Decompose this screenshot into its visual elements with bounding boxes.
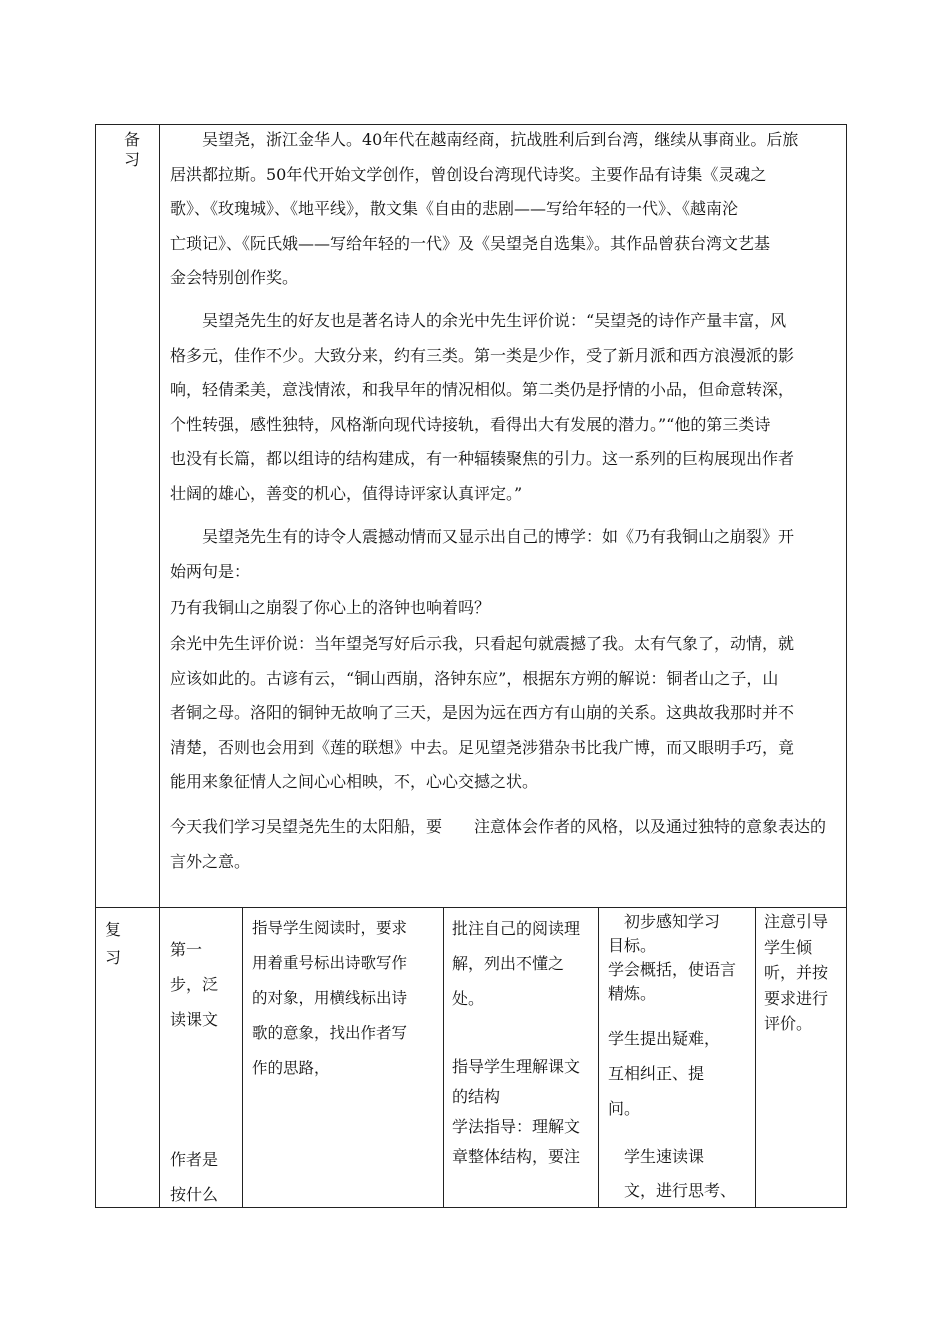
poem-intro-line: 始两句是： [170,561,251,581]
section-label-prep: 备习 [124,130,141,169]
student-line: 精炼。 [608,984,657,1003]
step-line: 第一 [170,940,203,959]
annotation-column-bottom [452,1052,580,1172]
teacher-line: 的对象，用横线标出诗 [252,989,408,1007]
intro-line: 歌》、《玫瑰城》、《地平线》，散文集《自由的悲剧——写给年轻的一代》、《越南沦 [170,199,739,218]
step-line: 读课文 [170,1010,219,1029]
comment-line: 能用来象征情人之间心心相映，不，心心交撼之状。 [170,772,539,791]
annotation-line: 学法指导：理解文 [452,1117,581,1136]
note-line: 学生倾 [764,937,813,957]
today-line: 言外之意。 [170,851,251,871]
table-border-right [846,124,847,1208]
student-line: 学生提出疑难， [608,1029,721,1048]
review-line: 格多元，佳作不少。大致分来，约有三类。第一类是少作，受了新月派和西方浪漫派的影 [170,345,795,365]
student-line: 互相纠正、提 [608,1064,705,1083]
comment-line: 余光中先生评价说：当年望尧写好后示我，只看起句就震撼了我。太有气象了，动情，就 [170,634,795,653]
student-activity-middle [608,1021,720,1126]
intro-line: 亡琐记》、《阮氏娥——写给年轻的一代》及《吴望尧自选集》。其作品曾获台湾文艺基 [170,233,771,253]
review-line: 也没有长篇，都以组诗的结构建成，有一种辐辏聚焦的引力。这一系列的巨构展现出作者 [170,449,795,468]
intro-line: 金会特别创作奖。 [170,268,299,287]
intro-line: 居洪都拉斯。50年代开始文学创作，曾创设台湾现代诗奖。主要作品有诗集《灵魂之 [170,164,767,184]
comment-line: 清楚，否则也会用到《莲的联想》中去。足见望尧涉猎杂书比我广博，而又眼明手巧，竟 [170,737,795,757]
student-line: 学会概括，使语言 [608,960,737,979]
student-activity-bottom [608,1140,736,1208]
step-line [170,1072,218,1107]
annotation-line: 解，列出不懂之 [452,954,565,973]
review-line: 壮阔的雄心，善变的机心，值得诗评家认真评定。” [170,483,523,503]
step-line: 作者是 [170,1150,219,1169]
review-paragraph [170,304,830,511]
student-line: 文，进行思考、 [608,1181,737,1200]
teacher-line: 作的思路， [252,1059,330,1077]
student-line: 初步感知学习 [608,912,721,931]
teacher-guidance-column [252,911,407,1086]
intro-line: 吴望尧，浙江金华人。40年代在越南经商，抗战胜利后到台湾，继续从事商业。后旅 [202,130,799,149]
annotation-line: 处。 [452,989,485,1008]
note-column [764,909,828,1037]
teacher-line: 歌的意象，找出作者写 [252,1024,408,1042]
note-line: 听，并按 [764,963,829,982]
review-line: 吴望尧先生的好友也是著名诗人的余光中先生评价说：“吴望尧的诗作产量丰富，风 [202,311,787,330]
today-paragraph [170,810,830,879]
annotation-line: 指导学生理解课文 [452,1057,581,1076]
teacher-line: 指导学生阅读时，要求 [252,919,408,937]
comment-line: 应该如此的。古谚有云，“铜山西崩，洛钟东应”，根据东方朔的解说：铜者山之子，山 [170,668,779,688]
poem-intro-paragraph [170,520,830,589]
column-divider-3 [443,907,444,1208]
review-line: 响，轻倩柔美，意浅情浓，和我早年的情况相似。第二类仍是抒情的小品，但命意转深， [170,380,795,399]
column-divider-2 [242,907,243,1208]
step-line [170,1037,218,1072]
step-line [170,1107,218,1142]
step-line: 步，泛 [170,975,219,994]
table-border-left [95,124,96,1208]
annotation-column-top [452,911,580,1016]
student-activity-top [608,910,736,1006]
today-line: 今天我们学习吴望尧先生的太阳船，要 注意体会作者的风格，以及通过独特的意象表达的 [170,817,827,836]
student-line: 目标。 [608,936,657,955]
note-line: 注意引导 [764,912,829,931]
teacher-line: 用着重号标出诗歌写作 [252,954,408,972]
comment-paragraph [170,627,830,800]
annotation-line: 章整体结构，要注 [452,1147,581,1166]
student-line: 问。 [608,1099,641,1118]
poem-line: 乃有我铜山之崩裂了你心上的洛钟也响着吗？ [170,598,491,617]
column-divider-1 [159,124,160,1208]
column-divider-4 [598,907,599,1208]
intro-paragraph [170,123,830,296]
comment-line: 者铜之母。洛阳的铜钟无故响了三天，是因为远在西方有山崩的关系。这典故我那时并不 [170,703,795,722]
note-line: 要求进行 [764,988,829,1008]
poem-intro-line: 吴望尧先生有的诗令人震撼动情而又显示出自己的博学：如《乃有我铜山之崩裂》开 [202,527,795,546]
step-line: 按什么 [170,1185,219,1204]
column-divider-5 [755,907,756,1208]
annotation-line: 的结构 [452,1087,501,1106]
note-line: 评价。 [764,1014,813,1033]
review-line: 个性转强，感性独特，风格渐向现代诗接轨，看得出大有发展的潜力。”“他的第三类诗 [170,414,771,434]
student-line: 学生速读课 [608,1147,705,1166]
section-label-review: 复习 [105,920,122,967]
step-column [170,932,218,1212]
annotation-line: 批注自己的阅读理 [452,919,581,938]
table-border-middle [95,907,847,908]
